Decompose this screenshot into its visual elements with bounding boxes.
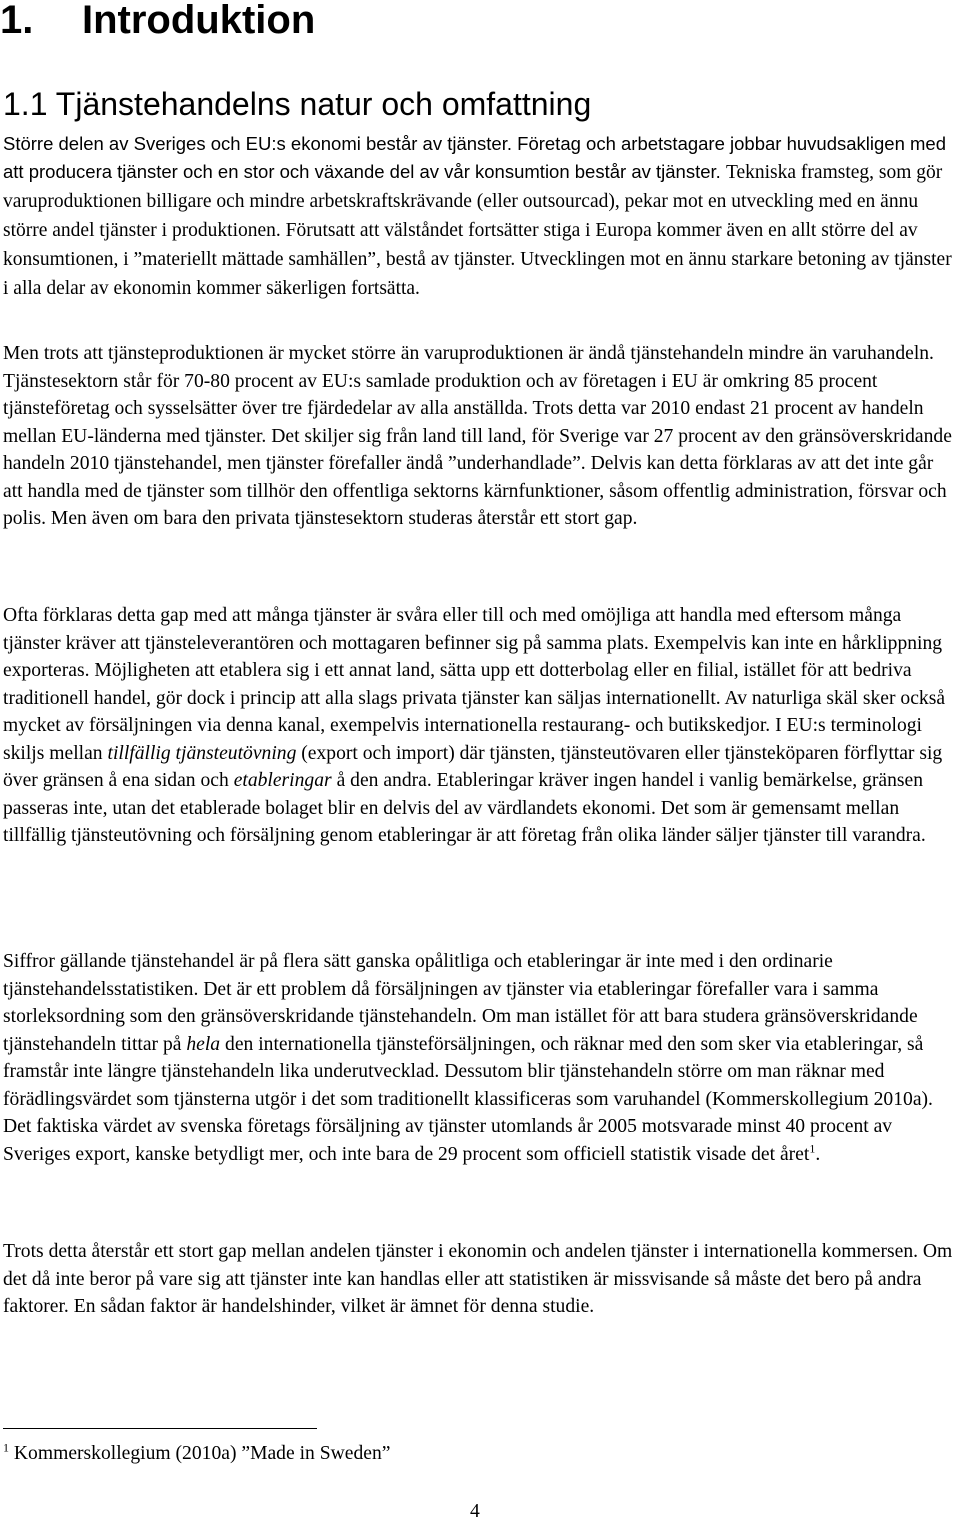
footnote-reference[interactable]: 1 <box>809 1140 816 1155</box>
footnote-separator <box>3 1428 317 1429</box>
paragraph-4 <box>3 948 953 1168</box>
term-hela: hela <box>186 1033 221 1055</box>
chapter-title: Introduktion <box>82 0 316 42</box>
paragraph-1-serif: Tekniska framsteg, som gör varuproduktionen billigare och mindre arbetskraftskrävande (eller outsourcad), pekar mot en utveckling med en ännu större andel tjänster i produktionen. Förutsatt att välståndet fortsätter stiga i Europa kommer även en allt större del av konsumtionen, i ”materiellt mättade samhällen”, bestå av tjänster. Utvecklingen mot en ännu starkare betoning av tjänster i alla delar av ekonomin kommer säkerligen fortsätta. <box>3 162 952 299</box>
paragraph-3-part-a: Ofta förklaras detta gap med att många tjänster är svåra eller till och med omöjliga att handla med eftersom många tjänster kräver att tjänsteleverantören och mottagaren befinner sig på samma plats. Exempelvis kan inte en hårklippning exporteras. Möjligheten att etablera sig i ett annat land, sätta upp ett dotterbolag eller en filial, istället för att bedriva traditionell handel, gör dock i princip att alla slags privata tjänster kan säljas internationellt. Av naturliga skäl sker också mycket av försäljningen via denna kanal, exempelvis internationella restaurang- och butikskedjor. I EU:s terminologi skiljs mellan <box>3 605 946 764</box>
term-tillfallig: tillfällig tjänsteutövning <box>107 742 297 764</box>
footnote <box>3 1440 390 1468</box>
paragraph-3-part-c: å den andra. Etableringar kräver ingen handel i vanlig bemärkelse, gränsen passeras inte, utan det etablerade bolaget blir en delvis del av värdlandets ekonomi. Det som är gemensamt mellan tillfällig tjänsteutövning och försäljning genom etableringar är att företag från olika länder säljer tjänster till varandra. <box>3 770 926 846</box>
paragraph-4-part-b: den internationella tjänsteförsäljningen, och räknar med den som sker via etableringar, så framstår inte längre tjänstehandeln lika underutvecklad. Dessutom blir tjänstehandeln större om man räknar med förädlingsvärdet som tjänsterna utgör i det som traditionellt klassificeras som varuhandel (Kommerskollegium 2010a). Det faktiska värdet av svenska företags försäljning av tjänster utomlands år 2005 motsvarade minst 40 procent av Sveriges export, kanske betydligt mer, och inte bara de 29 procent som officiell statistik visade det året <box>3 1033 933 1165</box>
footnote-mark: 1 <box>3 1440 9 1455</box>
paragraph-4-part-a: Siffror gällande tjänstehandel är på flera sätt ganska opålitliga och etableringar är inte med i den ordinarie tjänstehandelsstatistiken. Det är ett problem då försäljningen av tjänster via etableringar förefaller vara i samma storleksordning som den gränsöverskridande tjänstehandeln. Om man istället för att bara studera gränsöverskridande tjänstehandeln tittar på <box>3 951 918 1055</box>
footnote-text: Kommerskollegium (2010a) ”Made in Sweden” <box>13 1443 391 1464</box>
section-heading: 1.1 Tjänstehandelns natur och omfattning <box>3 86 592 122</box>
paragraph-5: Trots detta återstår ett stort gap mellan andelen tjänster i ekonomin och andelen tjänster i internationella kommersen. Om det då inte beror på vare sig att tjänster inte kan handlas eller att statistiken är missvisande så måste det bero på andra faktorer. En sådan faktor är handelshinder, vilket är ämnet för denna studie. <box>3 1241 953 1317</box>
paragraph-1-sans: Större delen av Sveriges och EU:s ekonomi består av tjänster. Företag och arbetstagare jobbar huvudsakligen med att producera tjänster och en stor och växande del av vår konsumtion består av tjänster. <box>3 133 946 182</box>
chapter-number: 1. <box>0 0 34 42</box>
page-number: 4 <box>470 1501 480 1522</box>
term-etableringar: etableringar <box>233 770 332 791</box>
paragraph-2: Men trots att tjänsteproduktionen är mycket större än varuproduktionen är ändå tjänstehandeln mindre än varuhandeln. Tjänstesektorn står för 70-80 procent av EU:s samlade produktion och av företagen i EU är omkring 85 procent tjänsteföretag och sysselsätter över tre fjärdedelar av alla anställda. Trots detta var 2010 endast 21 procent av handeln mellan EU-länderna med tjänster. Det skiljer sig från land till land, för Sverige var 27 procent av den gränsöverskridande handeln 2010 tjänstehandel, men tjänster förefaller ändå ”underhandlade”. Delvis kan detta förklaras av att det inte går att handla med de tjänster som tillhör den offentliga sektorns kärnfunktioner, såsom offentlig administration, försvar och polis. Men även om bara den privata tjänstesektorn studeras återstår ett stort gap. <box>3 343 952 529</box>
chapter-heading <box>0 0 315 44</box>
paragraph-1 <box>3 130 953 303</box>
paragraph-3-part-b: (export och import) där tjänsten, tjänsteutövaren eller tjänsteköparen förflyttar sig över gränsen å ena sidan och <box>3 742 943 791</box>
paragraph-3 <box>3 602 953 850</box>
paragraph-4-end: . <box>815 1143 821 1165</box>
